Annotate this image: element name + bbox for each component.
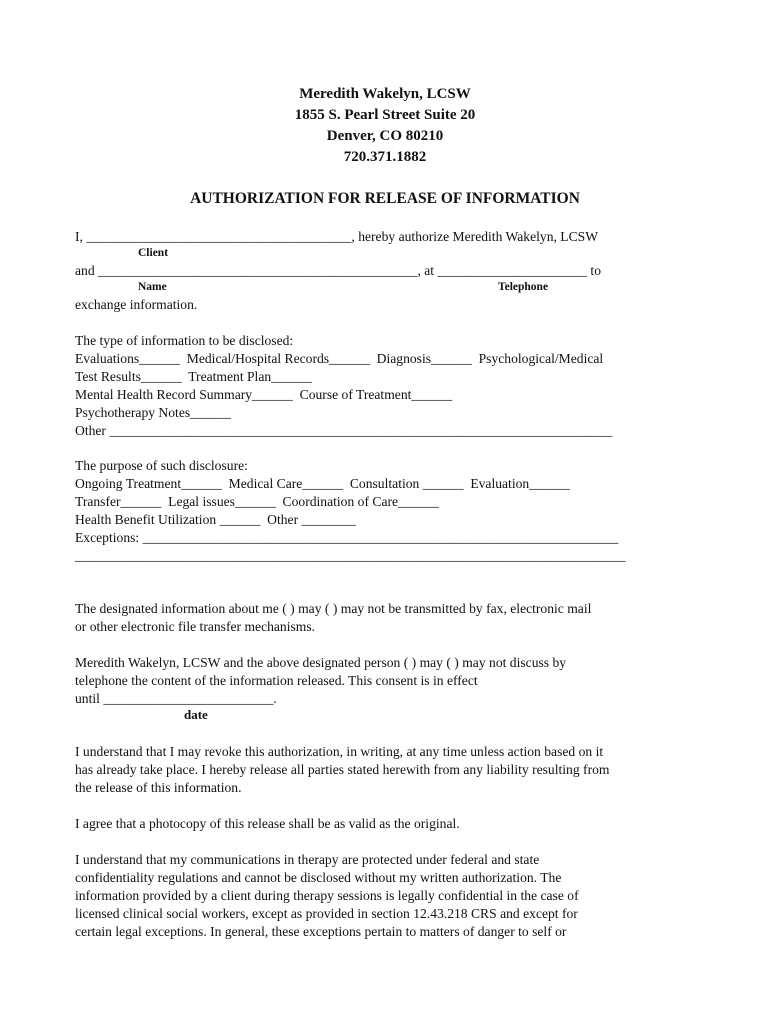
revoke-paragraph-line: the release of this information. — [75, 780, 242, 795]
date-label: date — [184, 707, 208, 722]
info-type-line: Psychotherapy Notes______ — [75, 405, 231, 420]
confidentiality-paragraph-line: information provided by a client during therapy sessions is legally confidential in the case of — [75, 888, 579, 903]
purpose-line: Ongoing Treatment______ Medical Care______ Consultation ______ Evaluation______ — [75, 476, 570, 491]
discuss-consent-line: Meredith Wakelyn, LCSW and the above designated person ( ) may ( ) may not discuss by — [75, 655, 567, 670]
client-authorization-line: I, _______________________________________, hereby authorize Meredith Wakelyn, LCSW — [75, 229, 599, 244]
recipient-line: and _______________________________________________, at ______________________ to — [75, 263, 601, 278]
provider-city: Denver, CO 80210 — [326, 128, 444, 144]
purpose-line: Transfer______ Legal issues______ Coordination of Care______ — [75, 494, 439, 509]
purpose-line: Health Benefit Utilization ______ Other ________ — [75, 512, 356, 527]
confidentiality-paragraph-line: licensed clinical social workers, except as provided in section 12.43.218 CRS and except for — [75, 906, 578, 921]
telephone-label: Telephone — [498, 281, 549, 293]
info-type-line: Mental Health Record Summary______ Course of Treatment______ — [75, 387, 453, 402]
name-label: Name — [138, 281, 167, 293]
client-label: Client — [138, 247, 169, 259]
provider-phone: 720.371.1882 — [343, 149, 427, 165]
revoke-paragraph-line: has already take place. I hereby release all parties stated herewith from any liability resulting from — [75, 762, 610, 777]
exceptions-line: Exceptions: ______________________________________________________________________ — [75, 530, 619, 545]
until-date-line: until _________________________. — [75, 691, 277, 706]
photocopy-statement: I agree that a photocopy of this release shall be as valid as the original. — [75, 816, 460, 831]
document-title: AUTHORIZATION FOR RELEASE OF INFORMATION — [190, 190, 580, 207]
confidentiality-paragraph-line: I understand that my communications in therapy are protected under federal and state — [75, 852, 540, 867]
provider-street: 1855 S. Pearl Street Suite 20 — [294, 107, 476, 123]
provider-name: Meredith Wakelyn, LCSW — [299, 86, 471, 102]
info-type-heading: The type of information to be disclosed: — [75, 333, 294, 348]
info-type-line: Evaluations______ Medical/Hospital Records______ Diagnosis______ Psychological/Medical — [75, 351, 604, 366]
exchange-line: exchange information. — [75, 297, 198, 312]
fax-consent-line: The designated information about me ( ) may ( ) may not be transmitted by fax, electronic mail — [75, 601, 592, 616]
revoke-paragraph-line: I understand that I may revoke this authorization, in writing, at any time unless action based on it — [75, 744, 604, 759]
fax-consent-line: or other electronic file transfer mechanisms. — [75, 619, 316, 634]
confidentiality-paragraph-line: confidentiality regulations and cannot be disclosed without my written authorization. The — [75, 870, 562, 885]
exceptions-continuation-line: _________________________________________________________________________________ — [75, 548, 626, 563]
info-type-other-line: Other __________________________________________________________________________ — [75, 423, 613, 438]
discuss-consent-line: telephone the content of the information released. This consent is in effect — [75, 673, 478, 688]
confidentiality-paragraph-line: certain legal exceptions. In general, these exceptions pertain to matters of danger to self or — [75, 924, 567, 939]
purpose-heading: The purpose of such disclosure: — [75, 458, 248, 473]
info-type-line: Test Results______ Treatment Plan______ — [75, 369, 312, 384]
